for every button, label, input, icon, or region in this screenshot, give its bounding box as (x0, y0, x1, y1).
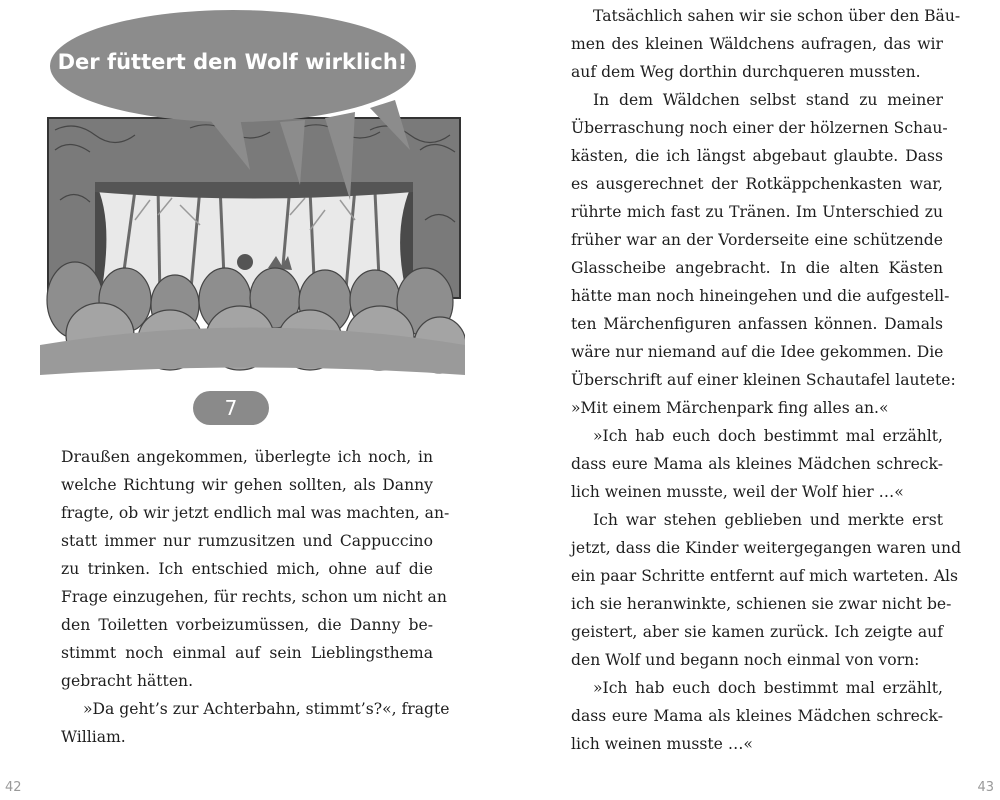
text-line: William. (61, 728, 126, 746)
right-page-text (571, 2, 962, 758)
text-line: Überraschung noch einer der hölzernen Schau- (571, 119, 948, 137)
text-line: statt immer nur rumzusitzen und Cappuccino (61, 532, 433, 550)
right-page (500, 0, 1000, 800)
text-line: es ausgerechnet der Rotkäppchenkasten war, (571, 175, 943, 193)
text-line: den Wolf und begann noch einmal von vorn: (571, 651, 920, 669)
text-line: kästen, die ich längst abgebaut glaubte. Dass (571, 147, 943, 165)
page-number: 42 (5, 780, 22, 795)
text-line: »Mit einem Märchenpark fing alles an.« (571, 399, 889, 417)
text-line: ich sie heranwinkte, schienen sie zwar nicht be- (571, 595, 952, 613)
text-line: geistert, aber sie kamen zurück. Ich zeigte auf (571, 623, 943, 641)
text-line: auf dem Weg dorthin durchqueren mussten. (571, 63, 921, 81)
text-line: zu trinken. Ich entschied mich, ohne auf die (61, 560, 433, 578)
text-line: fragte, ob wir jetzt endlich mal was machten, an- (61, 504, 450, 522)
text-line: Frage einzugehen, für rechts, schon um nicht an (61, 588, 447, 606)
text-line: Draußen angekommen, überlegte ich noch, in (61, 448, 433, 466)
text-line: welche Richtung wir gehen sollten, als Danny (61, 476, 433, 494)
text-line: dass eure Mama als kleines Mädchen schreck- (571, 455, 943, 473)
text-line: hätte man noch hineingehen und die aufgestell- (571, 287, 950, 305)
text-line: ein paar Schritte entfernt auf mich warteten. Als (571, 567, 958, 585)
text-line: dass eure Mama als kleines Mädchen schreck- (571, 707, 943, 725)
chapter-number-badge: 7 (193, 391, 269, 425)
text-line: lich weinen musste …« (571, 735, 753, 753)
text-line: Glasscheibe angebracht. In die alten Kästen (571, 259, 943, 277)
text-line: jetzt, dass die Kinder weitergegangen waren und (571, 539, 962, 557)
text-line: gebracht hätten. (61, 672, 194, 690)
text-line: wäre nur niemand auf die Idee gekommen. Die (571, 343, 944, 361)
text-line: lich weinen musste, weil der Wolf hier …« (571, 483, 904, 501)
text-line: früher war an der Vorderseite eine schützende (571, 231, 943, 249)
page-number: 43 (977, 780, 994, 795)
text-line: »Ich hab euch doch bestimmt mal erzählt, (593, 427, 943, 445)
text-line: In dem Wäldchen selbst stand zu meiner (593, 91, 943, 109)
text-line: stimmt noch einmal auf sein Lieblingsthema (61, 644, 433, 662)
text-line: Tatsächlich sahen wir sie schon über den Bäu- (593, 7, 961, 25)
text-line: rührte mich fast zu Tränen. Im Unterschied zu (571, 203, 943, 221)
speech-bubble-text: Der füttert den Wolf wirklich! (57, 50, 408, 74)
left-page-text (61, 443, 450, 751)
text-line: ten Märchenfiguren anfassen können. Damals (571, 315, 943, 333)
text-line: Überschrift auf einer kleinen Schautafel lautete: (571, 371, 956, 389)
text-line: »Da geht’s zur Achterbahn, stimmt’s?«, fragte (83, 700, 450, 718)
text-line: den Toiletten vorbeizumüssen, die Danny be- (61, 616, 433, 634)
text-line: men des kleinen Wäldchens aufragen, das wir (571, 35, 943, 53)
text-line: »Ich hab euch doch bestimmt mal erzählt, (593, 679, 943, 697)
text-line: Ich war stehen geblieben und merkte erst (593, 511, 943, 529)
